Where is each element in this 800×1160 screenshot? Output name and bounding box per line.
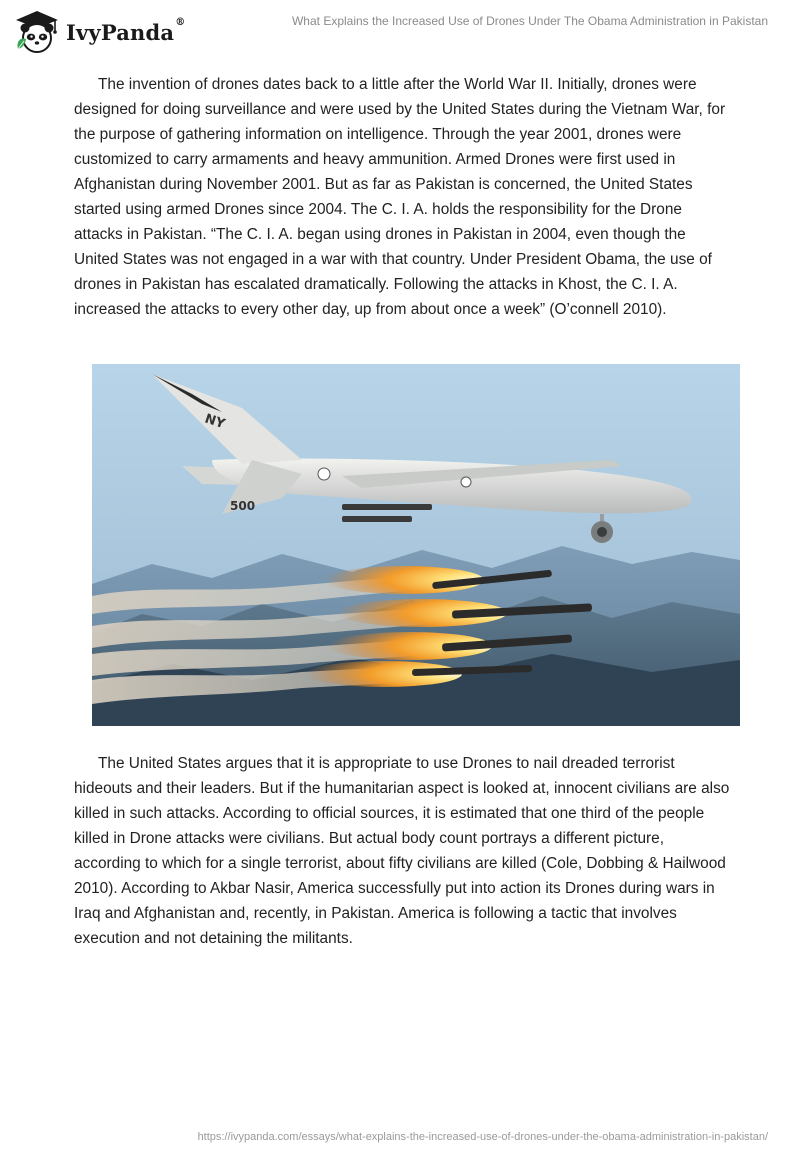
body-paragraph-1: The invention of drones dates back to a little after the World War II. Initially, drones were designed for doing surveillance and were used by the United States during the Vietnam War, for the purpose of gathering information on intelligence. Through the year 2001, drones were customized to carry armaments and heavy ammunition. Armed Drones were first used in Afghanistan during November 2001. But as far as Pakistan is concerned, the United States started using armed Drones since 2004. The C. I. A. holds the responsibility for the Drone attacks in Pakistan. “The C. I. A. began using drones in Pakistan in 2004, even though the United States was not engaged in a war with that country. Under President Obama, the use of drones in Pakistan has escalated dramatically. Following the attacks in Khost, the C. I. A. increased the attacks to every other day, up from about once a week” (O’connell 2010).: [74, 76, 726, 318]
registered-mark: ®: [175, 16, 186, 28]
document-title: What Explains the Increased Use of Drones Under The Obama Administration in Pakistan: [291, 14, 768, 28]
fuselage-marking: 500: [230, 499, 256, 513]
panda-graduate-icon: [14, 9, 60, 55]
drone-missile-photo: [92, 364, 740, 726]
drone-illustration: [92, 364, 740, 726]
page-header: [0, 0, 800, 64]
source-url[interactable]: https://ivypanda.com/essays/what-explains-the-increased-use-of-drones-under-the-obama-administration-in-pakistan/: [197, 1131, 768, 1143]
body-paragraph-2: The United States argues that it is appropriate to use Drones to nail dreaded terrorist hideouts and their leaders. But if the humanitarian aspect is looked at, innocent civilians are also killed in such attacks. According to official sources, it is estimated that one third of the people killed in Drone attacks were civilians. But actual body count portrays a different picture, according to which for a single terrorist, about fifty civilians are killed (Cole, Dobbing & Hailwood 2010). According to Akbar Nasir, America successfully put into action its Drones during wars in Iraq and Afghanistan and, recently, in Pakistan. America is following a tactic that involves execution and not detaining the militants.: [74, 755, 730, 947]
brand-name: IvyPanda: [66, 19, 175, 45]
tail-marking: NY: [202, 411, 227, 433]
ivypanda-logo[interactable]: [14, 8, 185, 56]
